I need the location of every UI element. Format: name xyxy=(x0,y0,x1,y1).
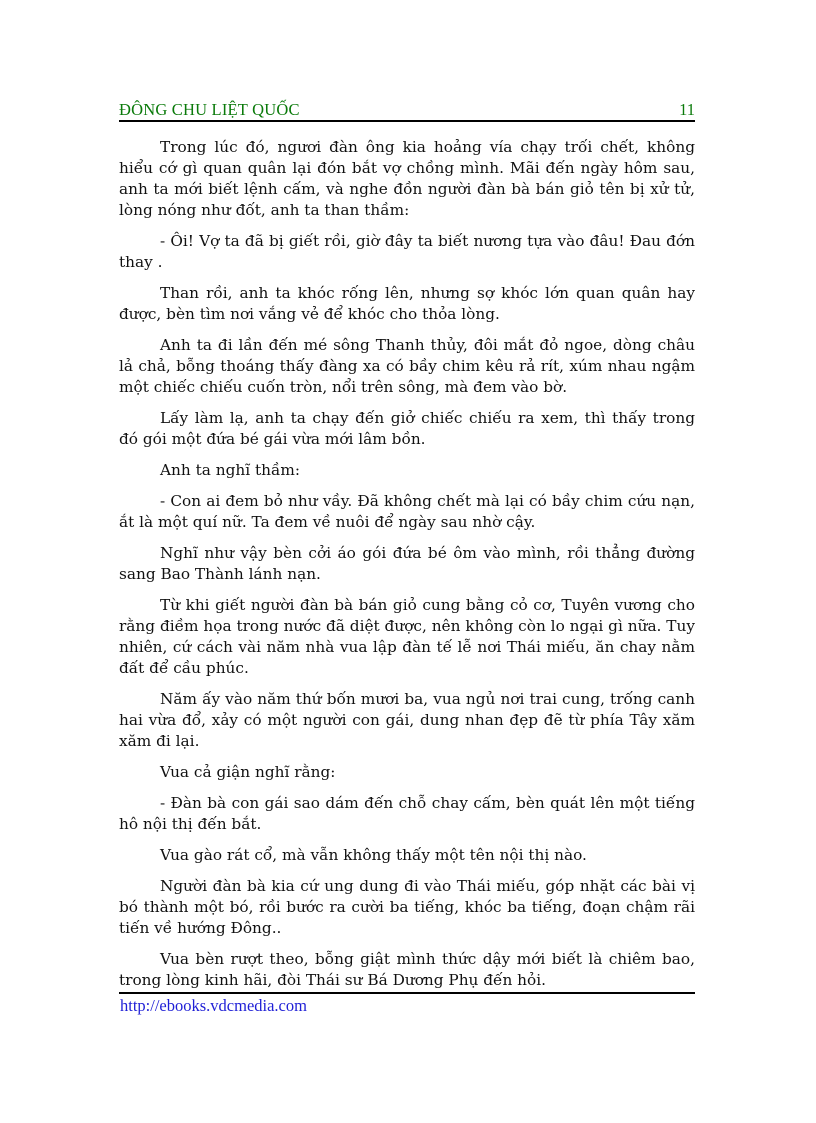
paragraph: Vua gào rát cổ, mà vẫn không thấy một tên nội thị nào. xyxy=(160,846,587,864)
page-header xyxy=(119,98,695,122)
paragraph: Từ khi giết người đàn bà bán giỏ cung bằng cỏ cơ, Tuyên vương cho rằng điềm họa trong nước đã diệt được, nên không còn lo ngại gì nữa. Tuy nhiên, cứ cách vài năm nhà vua lập đàn tế lễ nơi Thái miếu, ăn chay nằm đất để cầu phúc. xyxy=(119,596,695,677)
paragraph: Trong lúc đó, ngươi đàn ông kia hoảng vía chạy trối chết, không hiểu cớ gì quan quân lại đón bắt vợ chồng mình. Mãi đến ngày hôm sau, anh ta mới biết lệnh cấm, và nghe đồn người đàn bà bán giỏ tên bị xử tử, lòng nóng như đốt, anh ta than thầm: xyxy=(119,138,695,219)
paragraph: - Ôi! Vợ ta đã bị giết rồi, giờ đây ta biết nương tựa vào đâu! Đau đớn thay . xyxy=(119,232,695,271)
paragraph: Than rồi, anh ta khóc rống lên, nhưng sợ khóc lớn quan quân hay được, bèn tìm nơi vắng vẻ để khóc cho thỏa lòng. xyxy=(119,284,695,323)
paragraph: Lấy làm lạ, anh ta chạy đến giở chiếc chiếu ra xem, thì thấy trong đó gói một đứa bé gái vừa mới lâm bồn. xyxy=(119,409,695,448)
footer-website-link[interactable]: http://ebooks.vdcmedia.com xyxy=(120,996,307,1015)
paragraph: Người đàn bà kia cứ ung dung đi vào Thái miếu, góp nhặt các bài vị bó thành một bó, rồi bước ra cười ba tiếng, khóc ba tiếng, đoạn chậm rãi tiến về hướng Đông.. xyxy=(119,877,695,937)
paragraph: Năm ấy vào năm thứ bốn mươi ba, vua ngủ nơi trai cung, trống canh hai vừa đổ, xảy có một người con gái, dung nhan đẹp đẽ từ phía Tây xăm xăm đi lại. xyxy=(119,690,695,750)
paragraph: - Đàn bà con gái sao dám đến chỗ chay cấm, bèn quát lên một tiếng hô nội thị đến bắt. xyxy=(119,794,695,833)
paragraph: Vua cả giận nghĩ rằng: xyxy=(160,763,336,781)
paragraph: Nghĩ như vậy bèn cởi áo gói đứa bé ôm vào mình, rồi thẳng đường sang Bao Thành lánh nạn. xyxy=(119,544,695,583)
body-text xyxy=(119,137,695,1001)
paragraph: Anh ta đi lần đến mé sông Thanh thủy, đôi mắt đỏ ngoe, dòng châu lả chả, bỗng thoáng thấy đàng xa có bầy chim kêu rả rít, xúm nhau ngậm một chiếc chiếu cuốn tròn, nổi trên sông, mà đem vào bờ. xyxy=(119,336,695,396)
footer-divider xyxy=(119,992,695,994)
paragraph: - Con ai đem bỏ như vầy. Đã không chết mà lại có bầy chim cứu nạn, ắt là một quí nữ. Ta đem về nuôi để ngày sau nhờ cậy. xyxy=(119,492,695,531)
book-title: ĐÔNG CHU LIỆT QUỐC xyxy=(119,100,300,119)
paragraph: Vua bèn rượt theo, bỗng giật mình thức dậy mới biết là chiêm bao, trong lòng kinh hãi, đòi Thái sư Bá Dương Phụ đến hỏi. xyxy=(119,950,695,989)
page-number: 11 xyxy=(679,100,695,119)
paragraph: Anh ta nghĩ thầm: xyxy=(160,461,301,479)
